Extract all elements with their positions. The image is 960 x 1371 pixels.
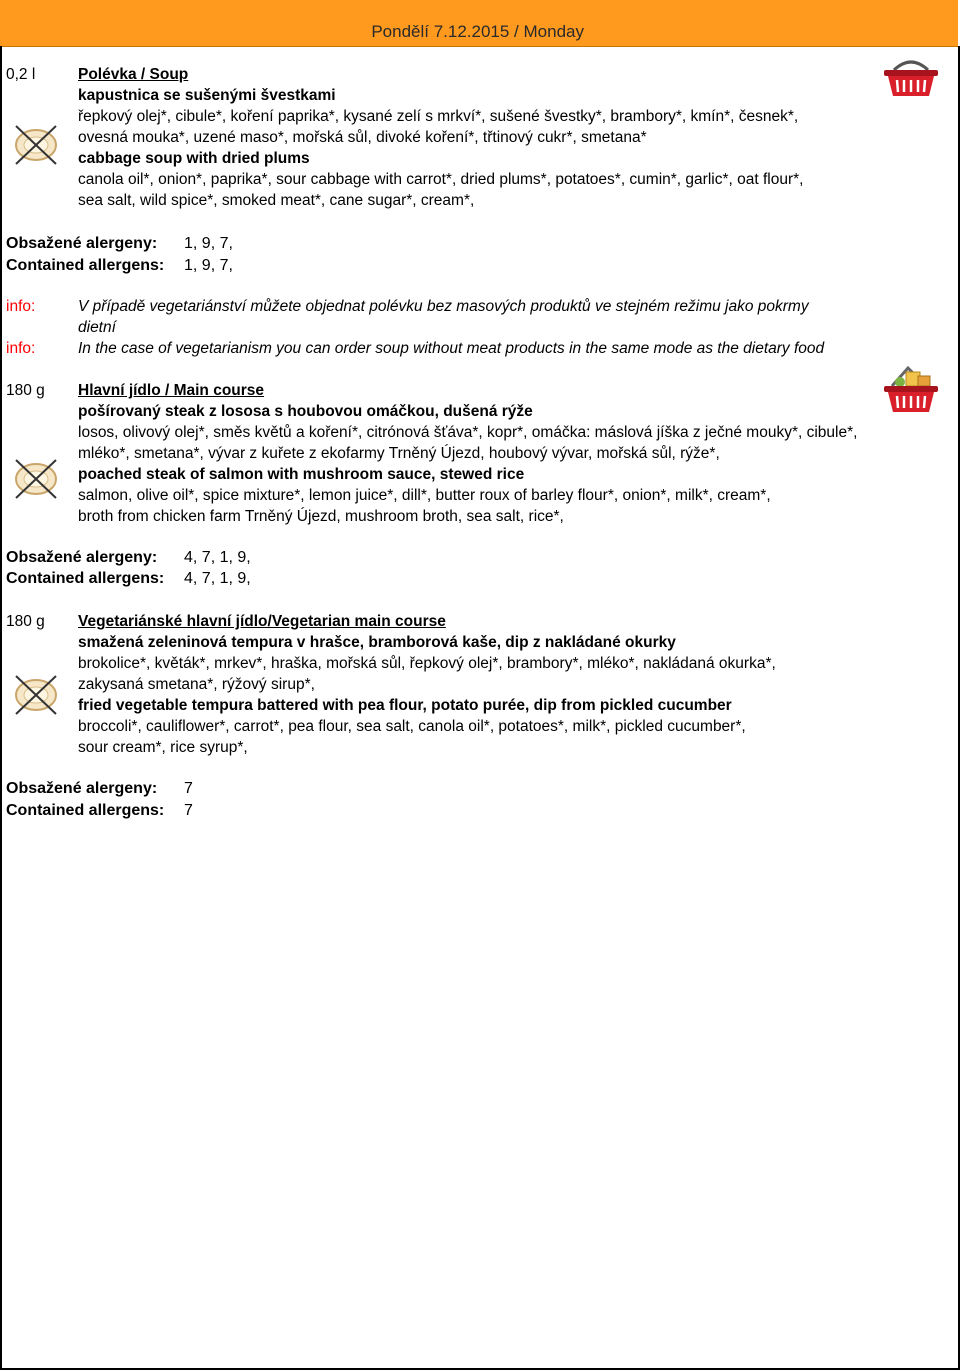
no-food-icon bbox=[10, 118, 62, 168]
ingredients-en-line: salmon, olive oil*, spice mixture*, lemon juice*, dill*, butter roux of barley flour*, onion*, milk*, cream*, bbox=[78, 487, 771, 504]
allergens-label-cz: Obsažené alergeny: bbox=[6, 235, 158, 252]
ingredients-cz-line: zakysaná smetana*, rýžový sirup*, bbox=[78, 676, 315, 693]
info-text-en: In the case of vegetarianism you can order soup without meat products in the same mode as the dietary food bbox=[78, 340, 825, 357]
allergens-value-cz: 1, 9, 7, bbox=[184, 235, 233, 252]
portion-size: 0,2 l bbox=[6, 66, 36, 83]
portion-size: 180 g bbox=[6, 613, 45, 630]
allergens-value-en: 4, 7, 1, 9, bbox=[184, 570, 251, 587]
ingredients-en-line: broth from chicken farm Trněný Újezd, mushroom broth, sea salt, rice*, bbox=[78, 508, 564, 525]
ingredients-cz-line: losos, olivový olej*, směs květů a koření*, citrónová šťáva*, kopr*, omáčka: máslová jíška z ječné mouky*, cibule*, bbox=[78, 424, 858, 441]
ingredients-cz-line: brokolice*, květák*, mrkev*, hraška, mořská sůl, řepkový olej*, brambory*, mléko*, nakládaná okurka*, bbox=[78, 655, 776, 672]
ingredients-en-line: broccoli*, cauliflower*, carrot*, pea flour, sea salt, canola oil*, potatoes*, milk*, pickled cucumber*, bbox=[78, 718, 746, 735]
portion-size: 180 g bbox=[6, 382, 45, 399]
allergens-label-cz: Obsažené alergeny: bbox=[6, 780, 158, 797]
course-category: Hlavní jídlo / Main course bbox=[78, 382, 265, 399]
basket-icon bbox=[882, 54, 940, 100]
allergens-label-en: Contained allergens: bbox=[6, 802, 165, 819]
no-food-icon bbox=[10, 668, 62, 718]
course-category: Polévka / Soup bbox=[78, 66, 189, 83]
full-basket-icon bbox=[882, 364, 940, 416]
allergens-label-cz: Obsažené alergeny: bbox=[6, 549, 158, 566]
ingredients-cz-line: mléko*, smetana*, vývar z kuřete z ekofarmy Trněný Újezd, houbový vývar, mořská sůl, rýže*, bbox=[78, 445, 720, 462]
course-category: Vegetariánské hlavní jídlo/Vegetarian main course bbox=[78, 613, 446, 630]
dish-name-en: poached steak of salmon with mushroom sauce, stewed rice bbox=[78, 466, 525, 483]
allergens-value-cz: 7 bbox=[184, 780, 193, 797]
dish-name-cz: smažená zeleninová tempura v hrašce, bramborová kaše, dip z nakládané okurky bbox=[78, 634, 676, 651]
no-food-icon bbox=[10, 452, 62, 502]
dish-name-en: fried vegetable tempura battered with pea flour, potato purée, dip from pickled cucumber bbox=[78, 697, 732, 714]
allergens-value-cz: 4, 7, 1, 9, bbox=[184, 549, 251, 566]
info-label: info: bbox=[6, 340, 36, 357]
ingredients-en-line: sour cream*, rice syrup*, bbox=[78, 739, 248, 756]
ingredients-en-line: canola oil*, onion*, paprika*, sour cabbage with carrot*, dried plums*, potatoes*, cumin*, garlic*, oat flour*, bbox=[78, 171, 804, 188]
dish-name-cz: pošírovaný steak z lososa s houbovou omáčkou, dušená rýže bbox=[78, 403, 533, 420]
allergens-label-en: Contained allergens: bbox=[6, 257, 165, 274]
ingredients-cz-line: řepkový olej*, cibule*, koření paprika*, kysané zelí s mrkví*, sušené švestky*, brambory*, kmín*, česnek*, bbox=[78, 108, 799, 125]
info-text-cz-cont: dietní bbox=[78, 319, 116, 336]
allergens-value-en: 1, 9, 7, bbox=[184, 257, 233, 274]
allergens-label-en: Contained allergens: bbox=[6, 570, 165, 587]
header-date: Pondělí 7.12.2015 / Monday bbox=[371, 22, 584, 41]
ingredients-cz-line: ovesná mouka*, uzené maso*, mořská sůl, divoké koření*, třtinový cukr*, smetana* bbox=[78, 129, 647, 146]
ingredients-en-line: sea salt, wild spice*, smoked meat*, cane sugar*, cream*, bbox=[78, 192, 475, 209]
info-label: info: bbox=[6, 298, 36, 315]
info-text-cz: V případě vegetariánství můžete objednat polévku bez masových produktů ve stejném režimu jako pokrmy bbox=[78, 298, 809, 315]
allergens-value-en: 7 bbox=[184, 802, 193, 819]
dish-name-cz: kapustnica se sušenými švestkami bbox=[78, 87, 336, 104]
dish-name-en: cabbage soup with dried plums bbox=[78, 150, 310, 167]
